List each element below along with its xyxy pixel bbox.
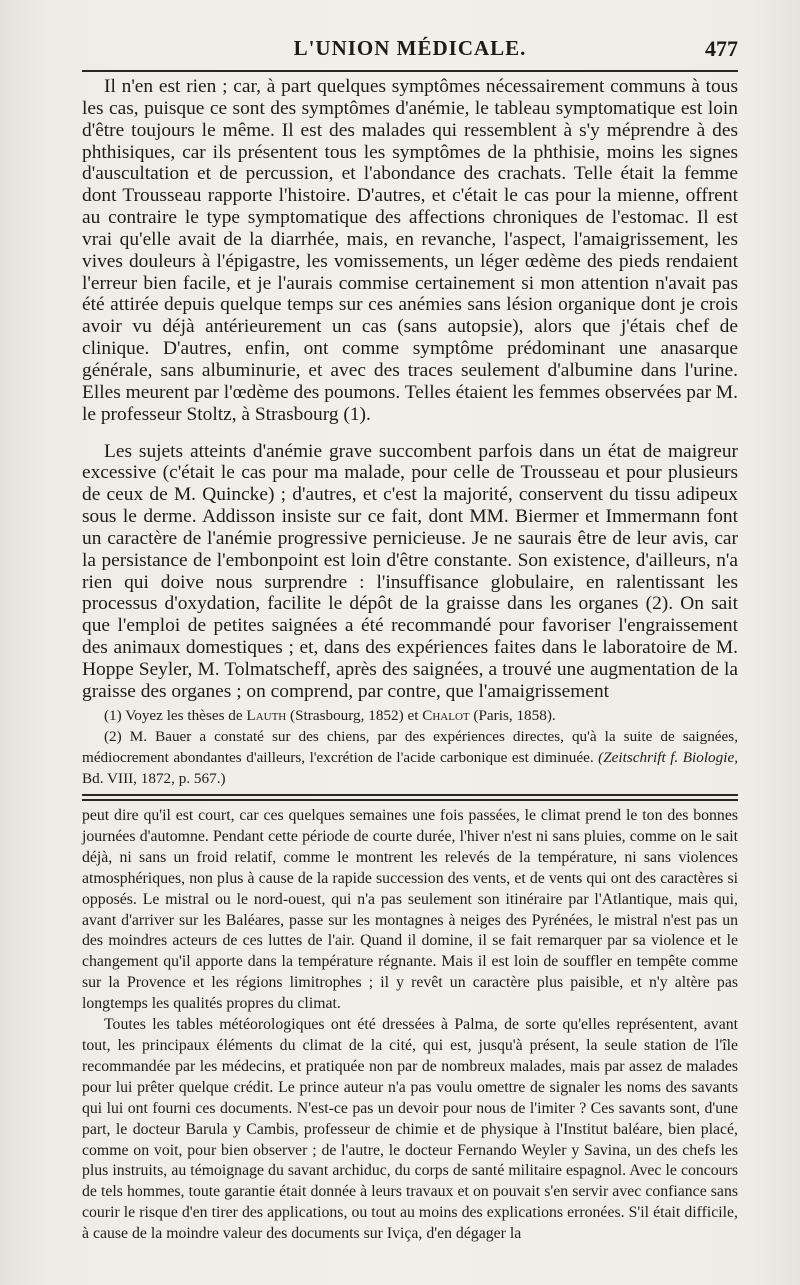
- article-body-upper: [82, 76, 738, 703]
- footnotes: [82, 705, 738, 789]
- section-divider: [82, 794, 738, 796]
- body-paragraph: Toutes les tables météorologiques ont été dressées à Palma, de sorte qu'elles représentent, avant tout, les principaux éléments du climat de la cité, qui est, jusqu'à présent, la seule station de l'île recommandée par les médecins, et pratiquée non par de nombreux malades, mais par assez de malades pour lui prêter quelque crédit. Le prince auteur n'a pas voulu omettre de signaler les noms des savants qui lui ont fourni ces documents. N'est-ce pas un devoir pour nous de l'imiter ? Ces savants sont, d'une part, le docteur Barula y Cambis, professeur de chimie et de physique à l'Institut baléare, bien placé, comme on voit, pour bien observer ; de l'autre, le docteur Fernando Weyler y Savina, un des chefs les plus instruits, au témoignage du savant archiduc, du corps de santé militaire espagnol. Avec le concours de tels hommes, toute garantie était donnée à leurs travaux et on pouvait s'en servir avec confiance sans courir le risque d'en tirer des applications, ou tout au moins des explications erronées. S'il était difficile, à cause de la moindre valeur des documents sur Iviça, d'en dégager la: [82, 1016, 738, 1243]
- header-rule: [82, 70, 738, 72]
- footnote-2: (2) M. Bauer a constaté sur des chiens, par des expériences directes, qu'à la suite de saignées, médiocrement abondantes d'ailleurs, l'excrétion de l'acide carbonique est diminuée. (Zeitschrift f. Biologie, Bd. VIII, 1872, p. 567.): [82, 728, 738, 787]
- page-header: [82, 36, 738, 66]
- running-title: L'UNION MÉDICALE.: [293, 36, 527, 60]
- body-paragraph: Il n'en est rien ; car, à part quelques symptômes nécessairement communs à tous les cas, puisque ce sont des symptômes d'anémie, le tableau symptomatique est loin d'être toujours le même. Il est des malades qui ressemblent à s'y méprendre à des phthisiques, car ils présentent tous les symptômes de la phthisie, moins les signes d'auscultation et de percussion, et l'abondance des crachats. Telle était la femme dont Trousseau rapporte l'histoire. D'autres, et c'était le cas pour la mienne, offrent au contraire le type symptomatique des affections chroniques de l'estomac. Il est vrai qu'elle avait de la diarrhée, mais, en revanche, l'aspect, l'amaigrissement, les vives douleurs à l'épigastre, les vomissements, un léger œdème des pieds rendaient l'erreur bien facile, et je l'aurais commise certainement si mon attention n'avait pas été attirée depuis quelque temps sur ces anémies sans lésion organique dont je crois avoir vu déjà antérieurement un cas (sans autopsie), alors que j'étais chef de clinique. D'autres, enfin, ont comme symptôme prédominant une anasarque générale, sans albuminurie, et avec des traces seulement d'albumine dans l'urine. Elles meurent par l'œdème des poumons. Telles étaient les femmes observées par M. le professeur Stoltz, à Strasbourg (1).: [82, 76, 738, 425]
- footnote-1: (1) Voyez les thèses de Lauth (Strasbourg, 1852) et Chalot (Paris, 1858).: [104, 707, 556, 724]
- page-number: 477: [705, 36, 738, 61]
- section-divider: [82, 799, 738, 801]
- article-body-lower: [82, 806, 738, 1245]
- footnote-author: Lauth: [246, 707, 287, 724]
- footnote-author: Chalot: [422, 707, 470, 724]
- body-paragraph: Les sujets atteints d'anémie grave succombent parfois dans un état de maigreur excessive (c'était le cas pour ma malade, pour celle de Trousseau et pour plusieurs de ceux de M. Quincke) ; d'autres, et c'est la majorité, conservent du tissu adipeux sous le derme. Addisson insiste sur ce fait, dont MM. Biermer et Immermann font un caractère de l'anémie progressive pernicieuse. Je ne saurais être de leur avis, car la persistance de l'embonpoint est loin d'être constante. Son existence, d'ailleurs, n'a rien qui doive nous surprendre : l'insuffisance globulaire, en ralentissant les processus d'oxydation, facilite le dépôt de la graisse dans les organes (2). On sait que l'emploi de petites saignées a été recommandé pour favoriser l'engraissement des animaux domestiques ; et, dans des expériences faites dans le laboratoire de M. Hoppe Seyler, M. Tolmatscheff, après des saignées, a trouvé une augmentation de la graisse des organes ; on comprend, par contre, que l'amaigrissement: [82, 440, 738, 702]
- body-paragraph: peut dire qu'il est court, car ces quelques semaines une fois passées, le climat prend le ton des bonnes journées d'automne. Pendant cette période de courte durée, l'hiver n'est ni sans pluies, comme on le sait déjà, ni sans un froid relatif, comme le montrent les relevés de la température, ni sans violences atmosphériques, non plus à cause de la rapide succession des vents, et de vents qui ont des caractères si opposés. Le mistral ou le nord-ouest, qui n'a pas seulement son itinéraire par l'Atlantique, mais qui, avant d'arriver sur les Baléares, passe sur les montagnes à neiges des Pyrénées, le mistral n'est pas un des moindres acteurs de ces luttes de l'air. Quand il domine, il se fait remarquer par sa violence et le changement qu'il apporte dans la température régnante. Mais il est loin de souffler en tempête comme sur la Provence et les régions limitrophes ; il y revêt un caractère plus paisible, et n'y altère pas longtemps les qualités propres du climat.: [82, 807, 738, 1013]
- journal-citation: (Zeitschrift f. Biologie,: [598, 749, 738, 766]
